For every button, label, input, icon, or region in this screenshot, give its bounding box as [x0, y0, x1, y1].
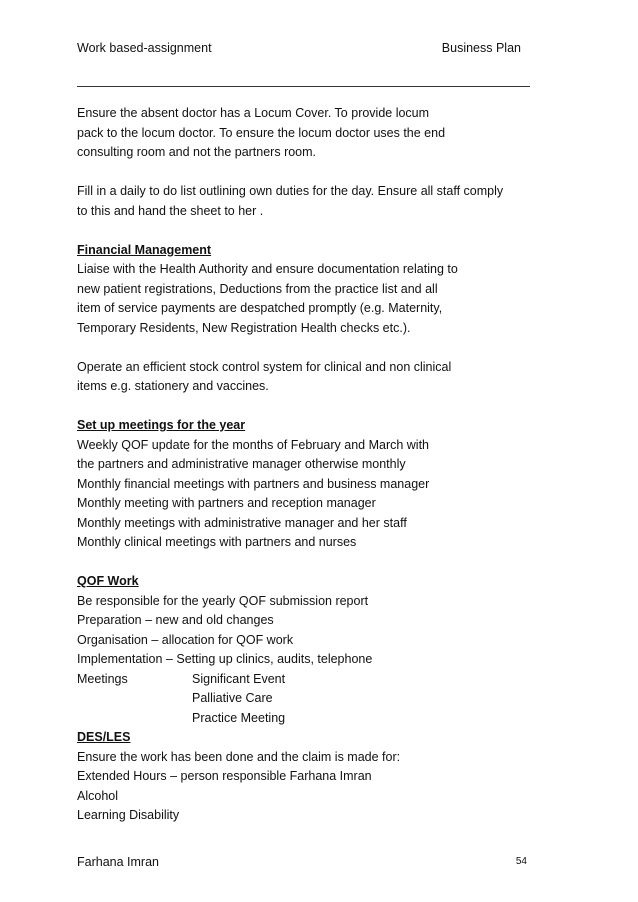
paragraph-spacer [77, 553, 547, 573]
paragraph-spacer [77, 397, 547, 417]
section-qof-work [77, 572, 547, 728]
text-line: Ensure the work has been done and the claim is made for: [77, 749, 401, 764]
paragraph-spacer [77, 163, 547, 183]
text-line: Extended Hours – person responsible Farhana Imran [77, 769, 372, 783]
text-line: Monthly clinical meetings with partners and nurses [77, 535, 357, 549]
text-line: Weekly QOF update for the months of February and March with [77, 437, 430, 452]
section-heading: DES/LES [77, 730, 131, 744]
header-document-title: Business Plan [441, 41, 521, 55]
section-des-les [77, 728, 547, 826]
document-body [77, 104, 547, 826]
text-line: pack to the locum doctor. To ensure the locum doctor uses the end [77, 125, 446, 140]
section-heading: Financial Management [77, 242, 212, 257]
text-line: Ensure the absent doctor has a Locum Cover. To provide locum [77, 106, 430, 120]
footer-author: Farhana Imran [77, 855, 159, 869]
meeting-type: Significant Event [192, 671, 286, 686]
text-line: Be responsible for the yearly QOF submission report [77, 593, 369, 608]
meeting-type: Practice Meeting [192, 710, 286, 725]
text-line: Organisation – allocation for QOF work [77, 632, 294, 647]
paragraph-locum [77, 104, 547, 163]
section-heading: QOF Work [77, 574, 139, 588]
meetings-row [77, 670, 547, 690]
page-footer [77, 855, 529, 871]
header-divider [77, 86, 530, 87]
text-line: Learning Disability [77, 808, 180, 822]
paragraph-daily-list [77, 182, 547, 221]
meeting-type: Palliative Care [192, 691, 273, 705]
text-line: Monthly meetings with administrative manager and her staff [77, 515, 407, 530]
text-line: Liaise with the Health Authority and ensure documentation relating to [77, 262, 458, 276]
text-line: Preparation – new and old changes [77, 613, 274, 627]
text-line: Operate an efficient stock control system for clinical and non clinical [77, 359, 452, 374]
text-line: item of service payments are despatched promptly (e.g. Maternity, [77, 301, 443, 315]
text-line: Fill in a daily to do list outlining own duties for the day. Ensure all staff comply [77, 184, 504, 198]
text-line: Monthly financial meetings with partners and business manager [77, 476, 430, 491]
section-heading: Set up meetings for the year [77, 418, 246, 432]
text-line: new patient registrations, Deductions from the practice list and all [77, 281, 438, 296]
text-line: items e.g. stationery and vaccines. [77, 379, 269, 393]
section-financial-management [77, 241, 547, 397]
text-line: to this and hand the sheet to her . [77, 203, 264, 218]
paragraph-spacer [77, 338, 547, 358]
section-meetings [77, 416, 547, 553]
meetings-label: Meetings [77, 671, 128, 686]
text-line: Alcohol [77, 788, 118, 803]
text-line: Temporary Residents, New Registration Health checks etc.). [77, 320, 411, 335]
page-header [77, 41, 529, 57]
text-line: consulting room and not the partners room. [77, 145, 317, 159]
header-assignment-title: Work based-assignment [77, 41, 212, 55]
page-number: 54 [515, 856, 527, 867]
text-line: Monthly meeting with partners and reception manager [77, 496, 376, 510]
text-line: the partners and administrative manager otherwise monthly [77, 457, 406, 471]
paragraph-spacer [77, 221, 547, 241]
text-line: Implementation – Setting up clinics, audits, telephone [77, 652, 373, 666]
